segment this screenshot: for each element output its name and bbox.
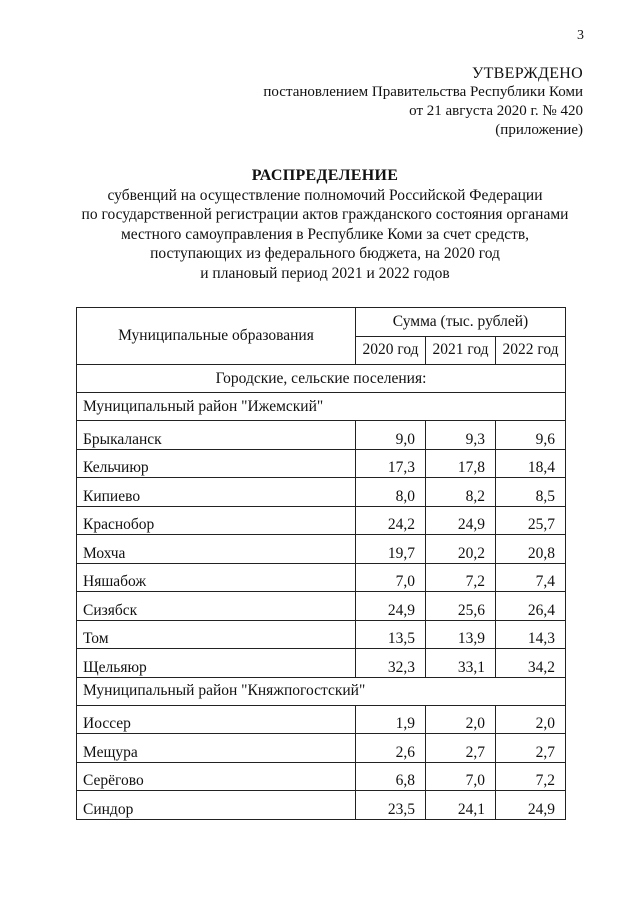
table-row bbox=[77, 791, 566, 820]
amount-2020: 17,3 bbox=[356, 449, 426, 478]
amount-2022: 2,0 bbox=[496, 705, 566, 734]
amount-2021: 24,9 bbox=[426, 506, 496, 535]
approval-line-1: постановлением Правительства Республики Коми bbox=[263, 84, 583, 100]
municipality-name: Мохча bbox=[77, 535, 356, 564]
approval-line-3: (приложение) bbox=[495, 122, 583, 138]
municipality-name: Мещура bbox=[77, 734, 356, 763]
amount-2020: 24,9 bbox=[356, 592, 426, 621]
section-label: Муниципальный район "Ижемский" bbox=[77, 393, 566, 421]
amount-2020: 24,2 bbox=[356, 506, 426, 535]
page-number: 3 bbox=[577, 28, 584, 43]
approval-block bbox=[263, 64, 583, 140]
amount-2020: 9,0 bbox=[356, 421, 426, 450]
amount-2021: 20,2 bbox=[426, 535, 496, 564]
amount-2021: 24,1 bbox=[426, 791, 496, 820]
amount-2020: 7,0 bbox=[356, 563, 426, 592]
amount-2020: 1,9 bbox=[356, 705, 426, 734]
amount-2022: 34,2 bbox=[496, 649, 566, 678]
header-year-2021: 2021 год bbox=[426, 336, 496, 365]
municipality-name: Няшабож bbox=[77, 563, 356, 592]
amount-2021: 7,0 bbox=[426, 762, 496, 791]
municipality-name: Брыкаланск bbox=[77, 421, 356, 450]
amount-2021: 33,1 bbox=[426, 649, 496, 678]
table-row bbox=[77, 421, 566, 450]
table-row bbox=[77, 620, 566, 649]
amount-2021: 13,9 bbox=[426, 620, 496, 649]
table-row bbox=[77, 592, 566, 621]
header-year-2020: 2020 год bbox=[356, 336, 426, 365]
amount-2022: 8,5 bbox=[496, 478, 566, 507]
amount-2021: 2,7 bbox=[426, 734, 496, 763]
heading-line-3: местного самоуправления в Республике Коми за счет средств, bbox=[120, 225, 530, 243]
amount-2020: 23,5 bbox=[356, 791, 426, 820]
heading-line-4: поступающих из федерального бюджета, на 2020 год bbox=[150, 245, 500, 262]
amount-2022: 2,7 bbox=[496, 734, 566, 763]
municipality-name: Серёгово bbox=[77, 762, 356, 791]
amount-2020: 19,7 bbox=[356, 535, 426, 564]
heading-line-2: по государственной регистрации актов гражданского состояния органами bbox=[81, 206, 569, 223]
amount-2022: 26,4 bbox=[496, 592, 566, 621]
approval-title: УТВЕРЖДЕНО bbox=[471, 65, 583, 82]
amount-2022: 7,4 bbox=[496, 563, 566, 592]
municipality-name: Краснобор bbox=[77, 506, 356, 535]
table-row bbox=[77, 449, 566, 478]
table-body bbox=[77, 365, 566, 820]
section-label: Муниципальный район "Княжпогостский" bbox=[77, 677, 566, 705]
amount-2020: 13,5 bbox=[356, 620, 426, 649]
amount-2020: 8,0 bbox=[356, 478, 426, 507]
amount-2020: 6,8 bbox=[356, 762, 426, 791]
amount-2022: 18,4 bbox=[496, 449, 566, 478]
approval-line-2: от 21 августа 2020 г. № 420 bbox=[409, 103, 583, 119]
table-row bbox=[77, 734, 566, 763]
distribution-table bbox=[76, 307, 566, 820]
heading-line-1: субвенций на осуществление полномочий Российской Федерации bbox=[107, 186, 543, 204]
heading-line-5: и плановый период 2021 и 2022 годов bbox=[200, 264, 450, 282]
amount-2022: 24,9 bbox=[496, 791, 566, 820]
municipality-name: Сизябск bbox=[77, 592, 356, 621]
header-municipalities: Муниципальные образования bbox=[77, 308, 356, 365]
amount-2022: 25,7 bbox=[496, 506, 566, 535]
amount-2021: 2,0 bbox=[426, 705, 496, 734]
amount-2022: 14,3 bbox=[496, 620, 566, 649]
table-row bbox=[77, 762, 566, 791]
amount-2021: 8,2 bbox=[426, 478, 496, 507]
heading-title: РАСПРЕДЕЛЕНИЕ bbox=[251, 167, 399, 184]
section-row bbox=[77, 365, 566, 393]
section-row bbox=[77, 677, 566, 705]
table-row bbox=[77, 563, 566, 592]
table-row bbox=[77, 705, 566, 734]
document-heading bbox=[70, 166, 580, 283]
section-row bbox=[77, 393, 566, 421]
amount-2022: 9,6 bbox=[496, 421, 566, 450]
header-sum: Сумма (тыс. рублей) bbox=[356, 308, 566, 337]
municipality-name: Синдор bbox=[77, 791, 356, 820]
amount-2020: 2,6 bbox=[356, 734, 426, 763]
amount-2020: 32,3 bbox=[356, 649, 426, 678]
table-row bbox=[77, 478, 566, 507]
amount-2021: 25,6 bbox=[426, 592, 496, 621]
municipality-name: Иоссер bbox=[77, 705, 356, 734]
amount-2021: 17,8 bbox=[426, 449, 496, 478]
municipality-name: Кипиево bbox=[77, 478, 356, 507]
municipality-name: Кельчиюр bbox=[77, 449, 356, 478]
amount-2021: 7,2 bbox=[426, 563, 496, 592]
table-row bbox=[77, 649, 566, 678]
amount-2022: 20,8 bbox=[496, 535, 566, 564]
table-row bbox=[77, 535, 566, 564]
municipality-name: Щельяюр bbox=[77, 649, 356, 678]
header-year-2022: 2022 год bbox=[496, 336, 566, 365]
amount-2022: 7,2 bbox=[496, 762, 566, 791]
amount-2021: 9,3 bbox=[426, 421, 496, 450]
municipality-name: Том bbox=[77, 620, 356, 649]
table-row bbox=[77, 506, 566, 535]
section-label: Городские, сельские поселения: bbox=[77, 365, 566, 393]
